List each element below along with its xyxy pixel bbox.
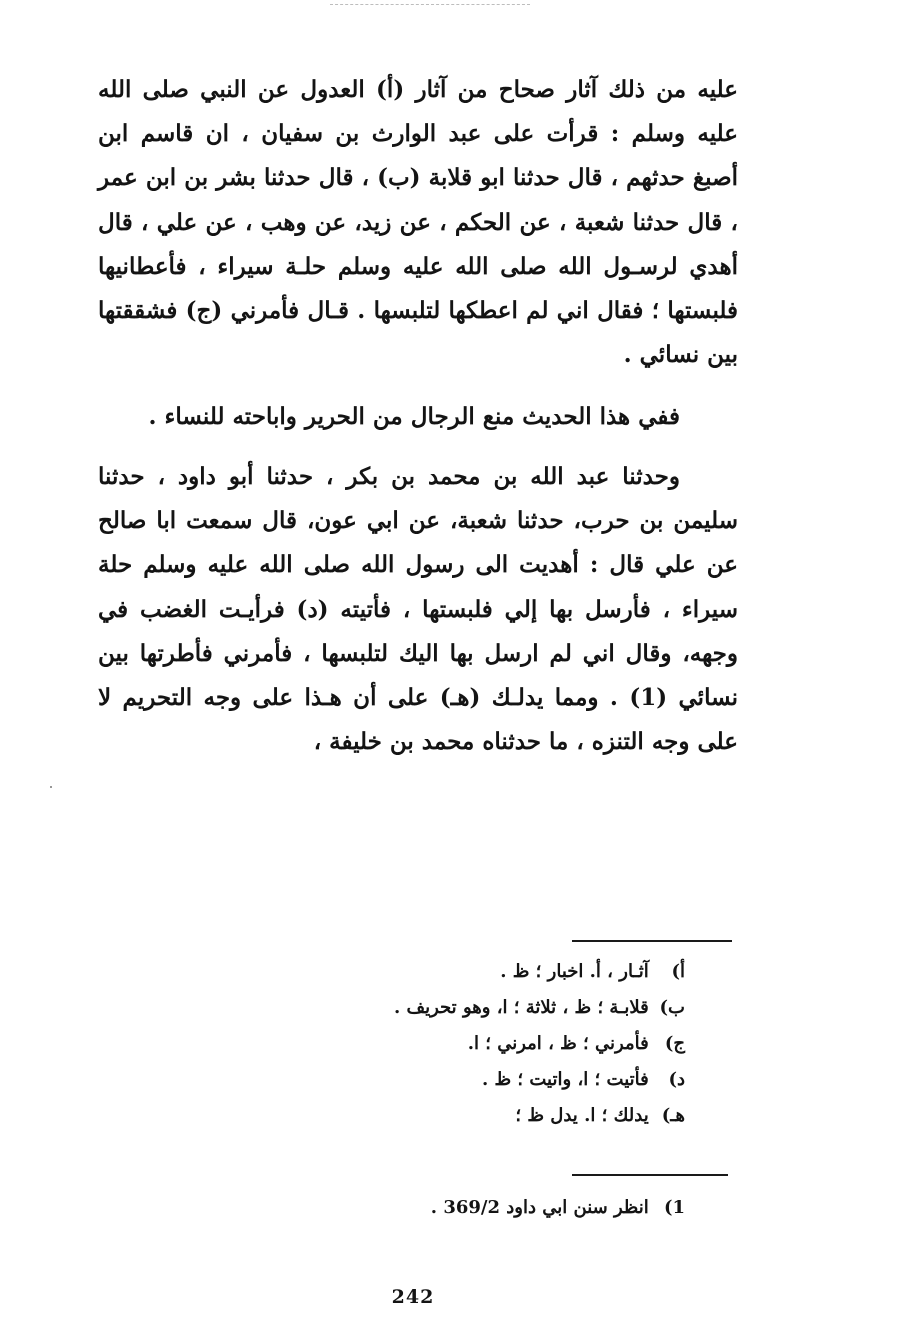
variant-reading bbox=[394, 1026, 685, 1062]
variant-mark: أ) bbox=[671, 961, 685, 982]
variant-reading bbox=[394, 1098, 685, 1134]
footnote bbox=[431, 1190, 685, 1226]
variant-mark: ج) bbox=[664, 1033, 685, 1054]
paragraph-text: وحدثنا عبد الله بن محمد بن بكر ، حدثنا أبو داود ، حدثنا سليمن بن حرب، حدثنا شعبة، عن ابي عون، قال سمعت ابا صالح عن علي قال : أهديت الى رسول الله صلى الله عليه وسلم حلة سيراء ، فأرسل بها إلي فلبستها ، فأتيته (د) فرأيـت الغضب في وجهه، وقال اني لم ارسل بها اليك لتلبسها ، فأمرني فأطرتها بين نسائي (1) . ومما يدلـك (هـ) على أن هـذا على وجه التحريم لا على وجه التنزه ، ما حدثناه محمد بن خليفة ، bbox=[98, 463, 739, 756]
footnote-mark: 1) bbox=[663, 1197, 685, 1218]
body-paragraph-2 bbox=[98, 395, 738, 439]
variant-reading bbox=[394, 954, 685, 990]
variant-mark: د) bbox=[668, 1069, 685, 1090]
variant-text: فأمرني ؛ ظ ، امرني ؛ ا. bbox=[467, 1033, 649, 1054]
variant-text: قلابـة ؛ ظ ، ثلاثة ؛ ا، وهو تحريف . bbox=[393, 997, 649, 1018]
footnote-separator-rule bbox=[572, 1174, 728, 1176]
page-number: 242 bbox=[391, 1286, 435, 1308]
variants-separator-rule bbox=[572, 940, 732, 942]
variant-mark: ب) bbox=[659, 997, 685, 1018]
top-edge-rule bbox=[330, 4, 530, 5]
variant-mark: هـ) bbox=[661, 1105, 685, 1126]
body-paragraph-1 bbox=[98, 68, 738, 377]
variant-reading bbox=[394, 1062, 685, 1098]
footnote-text: انظر سنن ابي داود 369/2 . bbox=[430, 1197, 649, 1218]
variant-text: آثـار ، أ. اخبار ؛ ظ . bbox=[500, 961, 649, 982]
stray-ink-dot bbox=[50, 786, 52, 788]
paragraph-text: عليه من ذلك آثار صحاح من آثار (أ) العدول عن النبي صلى الله عليه وسلم : قرأت على عبد الوارث بن سفيان ، ان قاسم ابن أصبغ حدثهم ، قال حدثنا ابو قلابة (ب) ، قال حدثنا بشر بن ابن عمر ، قال حدثنا شعبة ، عن الحكم ، عن زيد، عن وهب ، عن علي ، قال أهدي لرسـول الله صلى الله عليه وسلم حلـة سيراء ، فأعطانيها فلبستها ؛ فقال اني لم اعطكها لتلبسها . قـال فأمرني (ج) فشققتها بين نسائي . bbox=[98, 76, 738, 369]
variant-readings-list bbox=[394, 954, 685, 1134]
variant-text: فأتيت ؛ ا، واتيت ؛ ظ . bbox=[481, 1069, 649, 1090]
variant-text: يدلك ؛ ا. يدل ظ ؛ bbox=[515, 1105, 649, 1126]
paragraph-text: ففي هذا الحديث منع الرجال من الحرير واباحته للنساء . bbox=[148, 403, 680, 430]
body-paragraph-3 bbox=[98, 455, 738, 764]
variant-reading bbox=[394, 990, 685, 1026]
